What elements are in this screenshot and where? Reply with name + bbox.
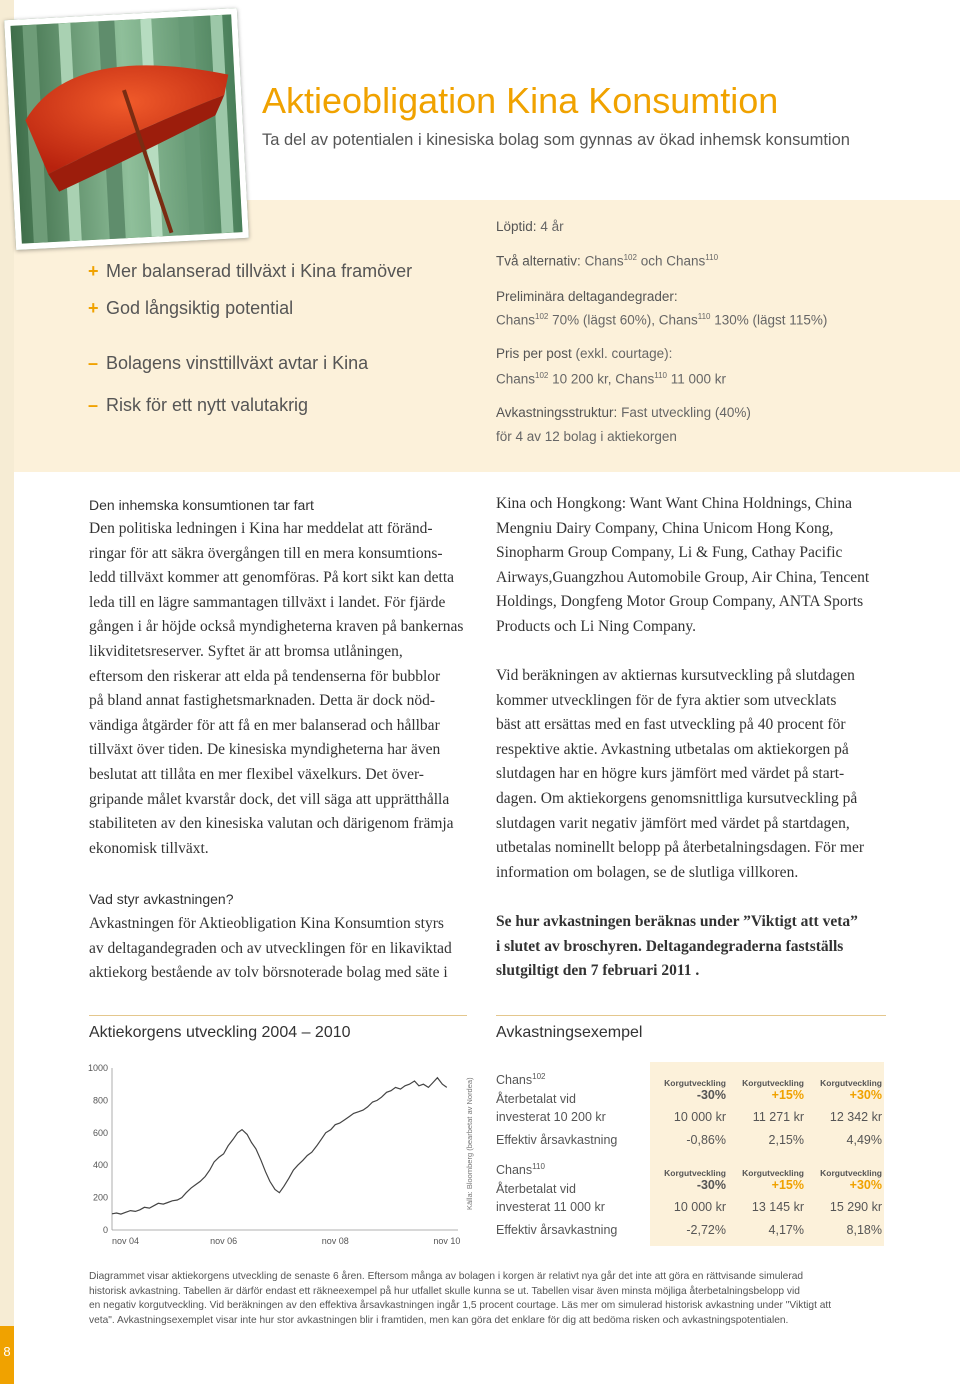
chart-y-tick-label: 600 [92,1127,108,1138]
text-line: ekonomisk tillväxt. [89,839,209,857]
svg-text:Källa: Bloomberg (bearbetat av: Källa: Bloomberg (bearbetat av Nordea) [465,1077,474,1210]
page-title: Aktieobligation Kina Konsumtion [262,80,779,121]
table-row-label: Återbetalat vid [496,1182,576,1196]
table-amount-value: 12 342 kr [829,1110,882,1124]
text-line: Holdings, Dongfeng Motor Group Company, ANTA Sports [496,593,864,611]
table-dev-value: +30% [849,1178,882,1192]
text-line: slutdagen varit negativ jämfört med värdet på startdagen, [496,814,850,832]
caption-line: en negativ korgutveckling. Vid beräkningen av den effektiva årsavkastningen ingår 1,5 procent courtage. Läs mer om simulerad historisk avkastning under "Viktigt att [89,1300,832,1312]
table-row-label: Effektiv årsavkastning [496,1133,618,1147]
text-line: slutdagen har en högre kurs jämfört med värdet på start- [496,765,845,783]
table-col-header: Korgutveckling [820,1168,882,1178]
body-text-konsumtion [89,517,489,861]
chart-y-tick-label: 200 [92,1192,108,1203]
table-dev-value: +30% [849,1088,882,1102]
text-line: tillväxt över tiden. De kinesiska myndigheterna har även [89,741,441,759]
body-text-berakning [496,664,916,885]
text-line: eftersom den riskerar att elda på tendenserna för bubblor [89,667,441,685]
chart-x-tick-label: nov 04 [112,1236,140,1246]
text-line: kommer utvecklingen för de fyra aktier som utvecklats [496,691,837,709]
text-line: ledd tillväxt kommer att genomföras. På kort sikt kan detta [89,569,455,587]
table-row-label: Återbetalat vid [496,1092,576,1106]
table-chans-name: Chans$^{102}$ [496,1072,546,1088]
chart-y-tick-label: 800 [92,1095,108,1106]
text-line: likviditetsreserver. Syftet är att bromsa utlåningen, [89,642,403,660]
caption-line: historisk avkastning. Tabellen är därför endast ett räkneexempel på hur utfallet skulle kunna se ut. Tabellen visar även minsta möjliga återbetalningsbelopp vid [89,1285,800,1297]
chart-y-tick-label: 0 [102,1225,108,1235]
table-col-header: Korgutveckling [664,1078,726,1088]
fact-alternativ: Två alternativ: Chans$^{102}$ och Chans$^{110}$ [496,253,719,269]
table-amount-value: 10 000 kr [673,1110,726,1124]
text-line: vändiga åtgärder för att få en mer balanserad och hållbar [89,716,440,734]
table-dev-value: -30% [696,1088,726,1102]
text-line: Den politiska ledningen i Kina har meddelat att föränd- [89,520,433,537]
table-dev-value: -30% [696,1178,726,1192]
body-text-bolag [496,492,916,640]
text-line: Kina och Hongkong: Want Want China Holdnings, China [496,495,852,512]
table-eff-value: 8,18% [846,1223,882,1237]
text-line: ringar för att säkra övergången till en mera konsumtions- [89,544,443,562]
section-heading-avkastning: Vad styr avkastningen? [89,891,234,907]
chart-basket-development [80,1058,465,1253]
table-eff-value: 4,49% [846,1133,882,1147]
fact-pris-label: Pris per post (exkl. courtage): [496,346,673,361]
fact-loptid: Löptid: 4 år [496,219,564,234]
separator-chart [89,1015,467,1016]
table-row-label: Effektiv årsavkastning [496,1223,618,1237]
table-amount-value: 13 145 kr [751,1200,804,1214]
body-text-viktigt [496,910,916,984]
table-dev-value: +15% [771,1178,804,1192]
chart-source-label [462,1070,476,1210]
separator-table [496,1015,886,1016]
fact-deltagandegrad-label: Preliminära deltagandegrader: [496,289,678,304]
con-item: – Bolagens vinsttillväxt avtar i Kina [88,353,369,373]
footnote-caption [89,1270,889,1328]
text-line: leda till en lägre sammantagen tillväxt i landet. För fjärde [89,593,446,611]
table-row-label: investerat 10 200 kr [496,1110,606,1124]
left-margin-bar [0,0,14,1384]
fact-struktur: Avkastningsstruktur: Fast utveckling (40%) [496,405,751,420]
table-col-header: Korgutveckling [742,1168,804,1178]
text-line: information om bolagen, se de slutliga villkoren. [496,863,799,881]
text-line: beslutat att tillåta en mer flexibel växelkurs. Det över- [89,765,424,783]
table-chans-name: Chans$^{110}$ [496,1162,545,1178]
table-col-header: Korgutveckling [742,1078,804,1088]
text-line: Sinopharm Group Company, Li & Fung, Cathay Pacific [496,544,843,562]
text-line: Products och Li Ning Company. [496,617,697,635]
text-line: på bland annat fastighetsmarknaden. Detta är dock nöd- [89,692,436,710]
text-line: respektive aktie. Avkastning utbetalas om aktiekorgen på [496,740,849,758]
chart-x-tick-label: nov 06 [210,1236,238,1246]
fact-deltagandegrad-value: Chans$^{102}$ 70% (lägst 60%), Chans$^{110}$ 130% (lägst 115%) [496,312,828,328]
text-line: bäst att ersättas med en fast utveckling på 40 procent för [496,716,846,734]
text-line: gången i år höjde också myndigheterna kraven på bankernas [89,618,464,636]
table-amount-value: 10 000 kr [673,1200,726,1214]
umbrella-photo [4,8,249,250]
chart-y-tick-label: 400 [92,1160,108,1171]
chart-title: Aktiekorgens utveckling 2004 – 2010 [89,1024,351,1041]
text-line: Avkastningen för Aktieobligation Kina Konsumtion styrs [89,915,444,932]
umbrella-illustration [10,14,242,243]
table-dev-value: +15% [771,1088,804,1102]
pro-item: + Mer balanserad tillväxt i Kina framöver [88,261,413,281]
text-line: slutgiltigt den 7 februari 2011 . [496,962,700,980]
body-text-avkastning [89,912,489,986]
text-line: Airways,Guangzhou Automobile Group, Air China, Tencent [496,568,870,586]
text-line: stabiliteten av den kinesiska valutan och därigenom främja [89,815,454,833]
table-amount-value: 15 290 kr [829,1200,882,1214]
caption-line: Diagrammet visar aktiekorgens utveckling de senaste 6 åren. Eftersom många av bolagen i korgen är relativt nya går det inte att göra en rättvisande simulerad [89,1271,804,1282]
text-line: dagen. Om aktiekorgens genomsnittliga kursutveckling på [496,789,858,807]
page-subtitle: Ta del av potentialen i kinesiska bolag som gynnas av ökad inhemsk konsumtion [262,131,850,149]
text-line: utbetalas nominellt belopp på återbetalningsdagen. För mer [496,839,865,857]
text-line: Vid beräkningen av aktiernas kursutveckling på slutdagen [496,667,855,684]
fact-pris-value: Chans$^{102}$ 10 200 kr, Chans$^{110}$ 11 000 kr [496,371,727,387]
chart-series-line [112,1078,447,1214]
table-eff-value: 2,15% [768,1133,804,1147]
table-title: Avkastningsexempel [496,1024,643,1041]
chart-y-tick-label: 1000 [87,1063,108,1073]
table-eff-value: -2,72% [686,1223,726,1237]
text-line: Mengniu Dairy Company, China Unicom Hong Kong, [496,519,834,537]
table-eff-value: 4,17% [768,1223,804,1237]
table-amount-value: 11 271 kr [752,1110,804,1124]
page-number: 8 [3,1344,11,1359]
caption-line: veta". Avkastningsexemplet visar inte hur stor avkastningen blir i framtiden, men kan göra det enklare för dig att bedöma risken och avkastningspotentialen. [89,1314,789,1326]
con-item: – Risk för ett nytt valutakrig [88,395,309,415]
fact-struktur-detail: för 4 av 12 bolag i aktiekorgen [496,429,677,444]
section-heading-konsumtion: Den inhemska konsumtionen tar fart [89,497,314,513]
table-eff-value: -0,86% [686,1133,726,1147]
table-col-header: Korgutveckling [820,1078,882,1088]
text-line: aktiekorg bestående av tolv börsnoterade bolag med säte i [89,964,448,982]
table-col-header: Korgutveckling [664,1168,726,1178]
text-line: i slutet av broschyren. Deltagandegraderna fastställs [496,937,844,955]
text-line: gripande målet kvarstår dock, det vill säga att upprätthålla [89,790,450,808]
chart-x-tick-label: nov 08 [321,1236,349,1246]
pro-item: + God långsiktig potential [88,298,294,318]
text-line: Se hur avkastningen beräknas under ”Viktigt att veta” [496,913,858,930]
text-line: av deltagandegraden och av utvecklingen för en likaviktad [89,939,452,957]
table-row-label: investerat 11 000 kr [496,1200,605,1214]
chart-x-tick-label: nov 10 [433,1236,461,1246]
